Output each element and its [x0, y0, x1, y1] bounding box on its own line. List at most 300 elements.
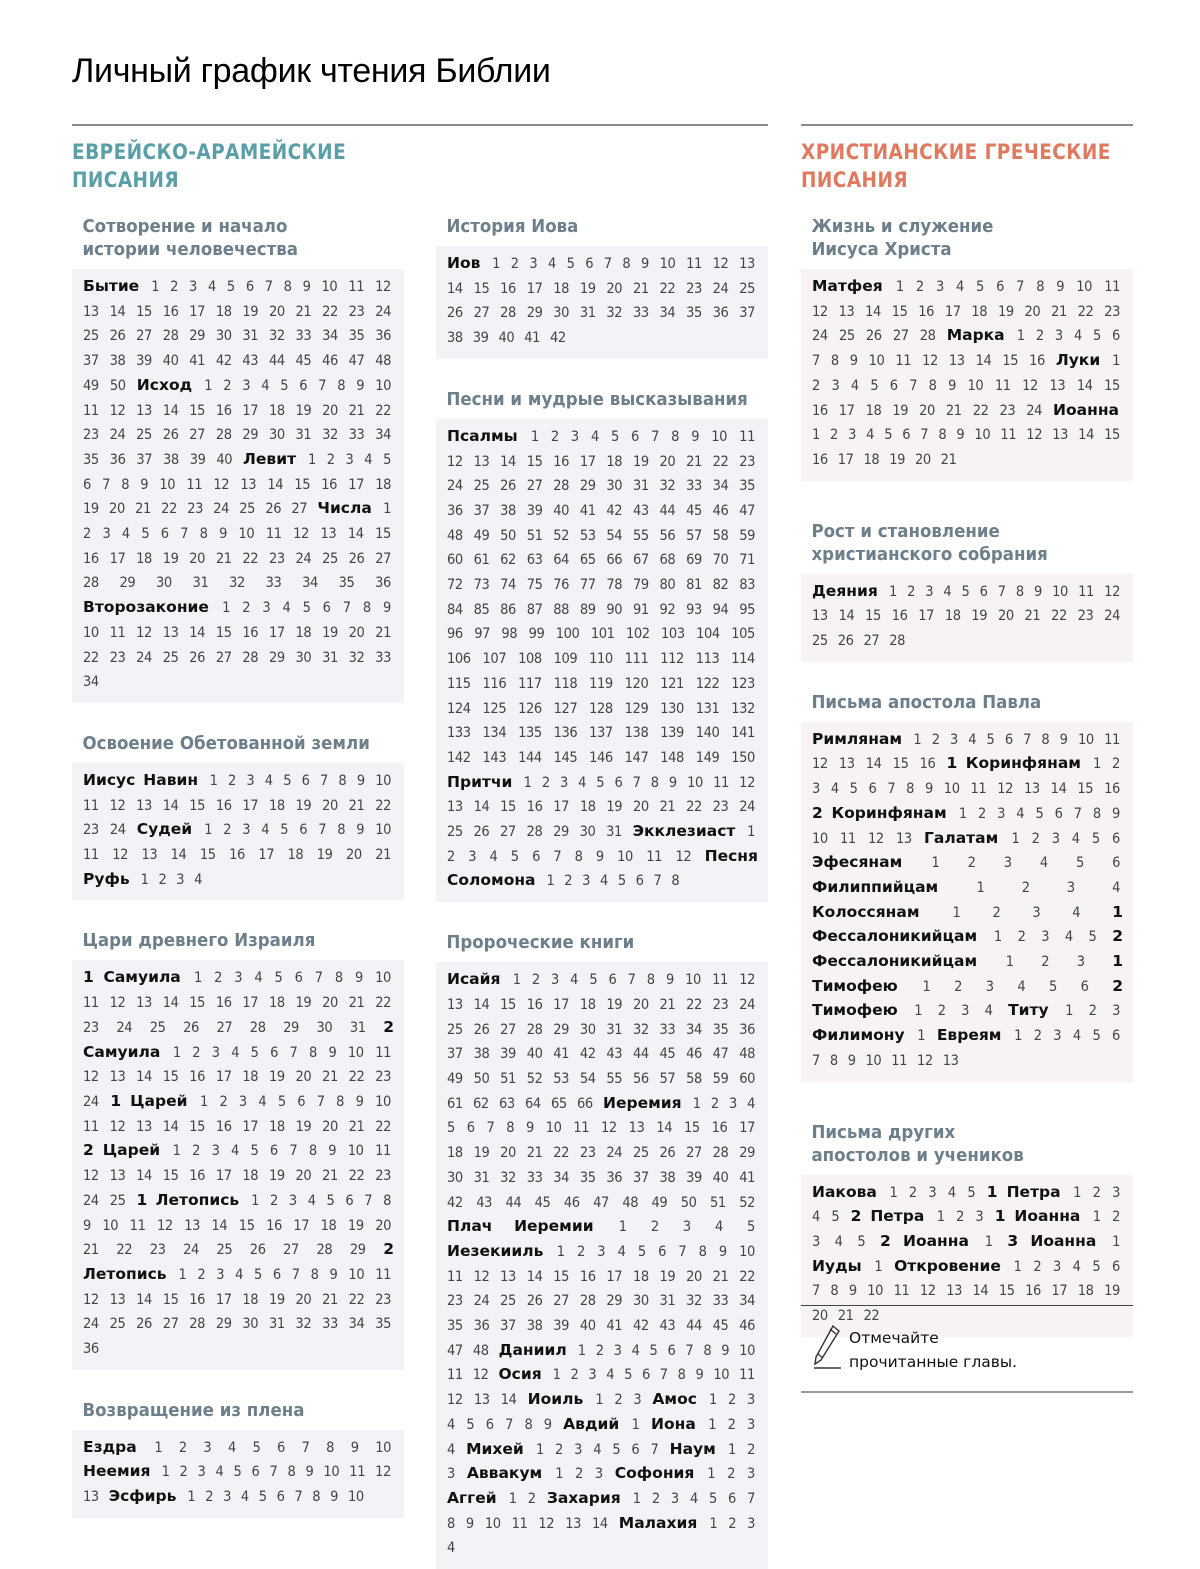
chapter-checkbox[interactable]: 6 — [1112, 830, 1120, 847]
chapter-checkbox[interactable]: 1 — [692, 1095, 701, 1112]
chapter-checkbox[interactable]: 67 — [632, 552, 649, 569]
chapter-checkbox[interactable]: 115 — [447, 675, 471, 692]
chapter-checkbox[interactable]: 5 — [250, 1044, 259, 1061]
chapter-checkbox[interactable]: 27 — [892, 328, 909, 345]
chapter-checkbox[interactable]: 23 — [375, 1069, 391, 1086]
chapter-checkbox[interactable]: 6 — [1054, 805, 1063, 822]
chapter-checkbox[interactable]: 17 — [606, 1268, 623, 1285]
chapter-checkbox[interactable]: 23 — [686, 280, 702, 297]
chapter-checkbox[interactable]: 25 — [216, 1242, 233, 1259]
chapter-checkbox[interactable]: 41 — [606, 1318, 623, 1335]
chapter-checkbox[interactable]: 52 — [526, 1070, 543, 1087]
chapter-checkbox[interactable]: 32 — [268, 328, 285, 345]
chapter-checkbox[interactable]: 19 — [606, 996, 623, 1013]
chapter-checkbox[interactable]: 12 — [1022, 377, 1038, 394]
chapter-checkbox[interactable]: 92 — [659, 601, 676, 618]
chapter-checkbox[interactable]: 5 — [302, 600, 311, 617]
chapter-checkbox[interactable]: 4 — [1039, 855, 1048, 872]
chapter-checkbox[interactable]: 6 — [245, 279, 254, 295]
chapter-checkbox[interactable]: 28 — [316, 1242, 333, 1259]
chapter-checkbox[interactable]: 25 — [739, 280, 755, 297]
chapter-checkbox[interactable]: 24 — [712, 280, 729, 297]
chapter-checkbox[interactable]: 2 — [956, 1209, 964, 1226]
chapter-checkbox[interactable]: 9 — [219, 526, 227, 543]
chapter-checkbox[interactable]: 14 — [838, 608, 855, 625]
chapter-checkbox[interactable]: 13 — [838, 303, 855, 320]
chapter-checkbox[interactable]: 3 — [1076, 954, 1085, 971]
chapter-checkbox[interactable]: 121 — [660, 675, 684, 692]
chapter-checkbox[interactable]: 6 — [658, 1243, 666, 1260]
chapter-checkbox[interactable]: 1 — [747, 824, 756, 841]
chapter-checkbox[interactable]: 136 — [553, 725, 578, 742]
chapter-checkbox[interactable]: 45 — [659, 1046, 676, 1063]
chapter-checkbox[interactable]: 36 — [83, 1341, 99, 1358]
chapter-checkbox[interactable]: 10 — [1077, 731, 1094, 748]
chapter-checkbox[interactable]: 9 — [595, 848, 604, 865]
chapter-checkbox[interactable]: 14 — [656, 1120, 673, 1137]
chapter-checkbox[interactable]: 27 — [526, 478, 543, 495]
chapter-checkbox[interactable]: 22 — [83, 649, 99, 666]
chapter-checkbox[interactable]: 6 — [160, 526, 169, 543]
chapter-checkbox[interactable]: 23 — [739, 453, 755, 470]
chapter-checkbox[interactable]: 47 — [739, 502, 755, 519]
chapter-checkbox[interactable]: 4 — [747, 1095, 756, 1112]
chapter-checkbox[interactable]: 13 — [136, 797, 152, 814]
chapter-checkbox[interactable]: 19 — [971, 608, 988, 625]
chapter-checkbox[interactable]: 15 — [375, 526, 391, 543]
chapter-checkbox[interactable]: 13 — [320, 526, 337, 543]
chapter-checkbox[interactable]: 21 — [215, 550, 232, 567]
chapter-checkbox[interactable]: 7 — [180, 526, 189, 543]
chapter-checkbox[interactable]: 6 — [631, 428, 639, 445]
chapter-checkbox[interactable]: 12 — [109, 995, 126, 1012]
chapter-checkbox[interactable]: 29 — [283, 1019, 299, 1036]
chapter-checkbox[interactable]: 8 — [312, 1489, 321, 1506]
chapter-checkbox[interactable]: 41 — [579, 502, 596, 519]
chapter-checkbox[interactable]: 4 — [489, 848, 498, 865]
chapter-checkbox[interactable]: 12 — [473, 1268, 490, 1285]
chapter-checkbox[interactable]: 11 — [129, 1217, 146, 1234]
chapter-checkbox[interactable]: 3 — [831, 377, 840, 394]
chapter-checkbox[interactable]: 40 — [216, 451, 233, 468]
chapter-checkbox[interactable]: 12 — [109, 402, 126, 419]
chapter-checkbox[interactable]: 15 — [865, 608, 881, 625]
chapter-checkbox[interactable]: 21 — [83, 1242, 99, 1259]
chapter-checkbox[interactable]: 119 — [589, 675, 613, 692]
chapter-checkbox[interactable]: 1 — [172, 1044, 181, 1061]
chapter-checkbox[interactable]: 21 — [295, 303, 312, 320]
chapter-checkbox[interactable]: 12 — [812, 303, 828, 320]
chapter-checkbox[interactable]: 14 — [972, 1283, 989, 1300]
chapter-checkbox[interactable]: 1 — [812, 427, 820, 444]
chapter-checkbox[interactable]: 40 — [579, 1318, 596, 1335]
chapter-checkbox[interactable]: 12 — [919, 1283, 936, 1300]
chapter-checkbox[interactable]: 1 — [1013, 1258, 1022, 1275]
chapter-checkbox[interactable]: 1 — [889, 1184, 898, 1201]
chapter-checkbox[interactable]: 90 — [606, 601, 623, 618]
chapter-checkbox[interactable]: 1 — [546, 873, 555, 890]
chapter-checkbox[interactable]: 11 — [1078, 583, 1094, 600]
chapter-checkbox[interactable]: 17 — [348, 476, 365, 493]
chapter-checkbox[interactable]: 10 — [347, 1044, 364, 1061]
chapter-checkbox[interactable]: 20 — [659, 453, 676, 470]
chapter-checkbox[interactable]: 13 — [136, 1118, 152, 1135]
chapter-checkbox[interactable]: 5 — [1092, 1258, 1101, 1275]
chapter-checkbox[interactable]: 26 — [162, 427, 179, 444]
chapter-checkbox[interactable]: 11 — [348, 279, 365, 295]
chapter-checkbox[interactable]: 6 — [631, 1441, 640, 1458]
chapter-checkbox[interactable]: 69 — [686, 552, 702, 569]
chapter-checkbox[interactable]: 12 — [447, 453, 463, 470]
chapter-checkbox[interactable]: 11 — [375, 1044, 392, 1061]
chapter-checkbox[interactable]: 3 — [1032, 904, 1041, 921]
chapter-checkbox[interactable]: 17 — [242, 995, 259, 1012]
chapter-checkbox[interactable]: 16 — [526, 799, 543, 816]
chapter-checkbox[interactable]: 7 — [486, 1120, 495, 1137]
chapter-checkbox[interactable]: 15 — [199, 847, 216, 864]
chapter-checkbox[interactable]: 13 — [946, 1283, 962, 1300]
chapter-checkbox[interactable]: 97 — [474, 626, 490, 643]
chapter-checkbox[interactable]: 8 — [928, 377, 937, 394]
chapter-checkbox[interactable]: 20 — [914, 451, 931, 468]
chapter-checkbox[interactable]: 18 — [375, 476, 392, 493]
chapter-checkbox[interactable]: 15 — [891, 303, 908, 320]
chapter-checkbox[interactable]: 18 — [579, 996, 596, 1013]
chapter-checkbox[interactable]: 26 — [473, 1021, 490, 1038]
chapter-checkbox[interactable]: 21 — [348, 797, 365, 814]
chapter-checkbox[interactable]: 16 — [1104, 781, 1120, 798]
chapter-checkbox[interactable]: 17 — [526, 280, 543, 297]
chapter-checkbox[interactable]: 26 — [109, 328, 126, 345]
chapter-checkbox[interactable]: 2 — [728, 1515, 737, 1532]
chapter-checkbox[interactable]: 25 — [447, 824, 463, 841]
chapter-checkbox[interactable]: 9 — [83, 1217, 91, 1234]
chapter-checkbox[interactable]: 19 — [295, 402, 312, 419]
chapter-checkbox[interactable]: 13 — [838, 756, 855, 773]
chapter-checkbox[interactable]: 57 — [659, 1070, 676, 1087]
chapter-checkbox[interactable]: 6 — [614, 774, 623, 791]
chapter-checkbox[interactable]: 50 — [500, 527, 516, 544]
chapter-checkbox[interactable]: 2 — [1112, 756, 1120, 773]
chapter-checkbox[interactable]: 9 — [848, 1283, 857, 1300]
chapter-checkbox[interactable]: 6 — [299, 377, 308, 394]
chapter-checkbox[interactable]: 1 — [1073, 1184, 1082, 1201]
chapter-checkbox[interactable]: 5 — [611, 428, 619, 445]
chapter-checkbox[interactable]: 17 — [1051, 1283, 1068, 1300]
chapter-checkbox[interactable]: 7 — [685, 1342, 694, 1359]
chapter-checkbox[interactable]: 28 — [919, 328, 936, 345]
chapter-checkbox[interactable]: 10 — [375, 377, 391, 394]
chapter-checkbox[interactable]: 5 — [1035, 805, 1044, 822]
chapter-checkbox[interactable]: 16 — [321, 476, 338, 493]
chapter-checkbox[interactable]: 7 — [997, 583, 1006, 600]
chapter-checkbox[interactable]: 2 — [550, 428, 559, 445]
chapter-checkbox[interactable]: 1 — [222, 600, 231, 617]
chapter-checkbox[interactable]: 1 — [874, 1258, 883, 1275]
chapter-checkbox[interactable]: 130 — [660, 700, 684, 717]
chapter-checkbox[interactable]: 1 — [889, 583, 897, 600]
chapter-checkbox[interactable]: 77 — [579, 577, 596, 594]
chapter-checkbox[interactable]: 150 — [731, 749, 755, 766]
chapter-checkbox[interactable]: 15 — [162, 1291, 179, 1308]
chapter-checkbox[interactable]: 46 — [686, 1046, 702, 1063]
chapter-checkbox[interactable]: 125 — [482, 700, 507, 717]
chapter-checkbox[interactable]: 114 — [731, 651, 755, 668]
chapter-checkbox[interactable]: 34 — [322, 328, 338, 345]
chapter-checkbox[interactable]: 2 — [158, 871, 167, 888]
chapter-checkbox[interactable]: 11 — [1000, 427, 1017, 444]
chapter-checkbox[interactable]: 45 — [712, 1318, 729, 1335]
chapter-checkbox[interactable]: 48 — [375, 353, 391, 370]
chapter-checkbox[interactable]: 26 — [249, 1242, 266, 1259]
chapter-checkbox[interactable]: 4 — [1064, 929, 1073, 946]
chapter-checkbox[interactable]: 40 — [162, 353, 179, 370]
chapter-checkbox[interactable]: 3 — [848, 427, 856, 444]
chapter-checkbox[interactable]: 24 — [739, 996, 755, 1013]
chapter-checkbox[interactable]: 9 — [948, 377, 956, 394]
chapter-checkbox[interactable]: 99 — [528, 626, 545, 643]
chapter-checkbox[interactable]: 4 — [258, 1093, 267, 1110]
chapter-checkbox[interactable]: 7 — [294, 1489, 303, 1506]
chapter-checkbox[interactable]: 31 — [322, 649, 338, 666]
chapter-checkbox[interactable]: 3 — [1003, 855, 1012, 872]
chapter-checkbox[interactable]: 1 — [508, 1490, 517, 1507]
chapter-checkbox[interactable]: 3 — [189, 279, 197, 295]
chapter-checkbox[interactable]: 8 — [677, 1367, 686, 1384]
chapter-checkbox[interactable]: 34 — [375, 427, 391, 444]
chapter-checkbox[interactable]: 30 — [215, 328, 232, 345]
chapter-checkbox[interactable]: 17 — [918, 608, 935, 625]
chapter-checkbox[interactable]: 3 — [928, 1184, 937, 1201]
chapter-checkbox[interactable]: 19 — [632, 453, 649, 470]
chapter-checkbox[interactable]: 36 — [473, 1318, 490, 1335]
chapter-checkbox[interactable]: 4 — [570, 972, 579, 989]
chapter-checkbox[interactable]: 1 — [728, 1441, 736, 1458]
chapter-checkbox[interactable]: 1 — [618, 1219, 627, 1236]
chapter-checkbox[interactable]: 59 — [712, 1070, 729, 1087]
chapter-checkbox[interactable]: 7 — [314, 970, 323, 987]
chapter-checkbox[interactable]: 1 — [913, 731, 922, 748]
chapter-checkbox[interactable]: 1 — [512, 972, 521, 989]
chapter-checkbox[interactable]: 41 — [524, 330, 540, 347]
chapter-checkbox[interactable]: 9 — [1056, 279, 1065, 295]
chapter-checkbox[interactable]: 8 — [308, 1143, 317, 1160]
chapter-checkbox[interactable]: 15 — [189, 797, 206, 814]
chapter-checkbox[interactable]: 2 — [954, 978, 962, 995]
chapter-checkbox[interactable]: 2 — [710, 1095, 719, 1112]
chapter-checkbox[interactable]: 27 — [375, 550, 391, 567]
chapter-checkbox[interactable]: 75 — [526, 577, 543, 594]
chapter-checkbox[interactable]: 3 — [925, 583, 934, 600]
chapter-checkbox[interactable]: 2 — [830, 427, 838, 444]
chapter-checkbox[interactable]: 17 — [215, 1069, 232, 1086]
chapter-checkbox[interactable]: 21 — [322, 1291, 338, 1308]
chapter-checkbox[interactable]: 32 — [659, 478, 676, 495]
chapter-checkbox[interactable]: 26 — [348, 550, 365, 567]
chapter-checkbox[interactable]: 2 — [1021, 879, 1030, 896]
chapter-checkbox[interactable]: 71 — [739, 552, 755, 569]
chapter-checkbox[interactable]: 1 — [552, 1367, 561, 1384]
chapter-checkbox[interactable]: 8 — [906, 781, 915, 798]
chapter-checkbox[interactable]: 5 — [617, 873, 626, 890]
chapter-checkbox[interactable]: 11 — [375, 1143, 391, 1160]
chapter-checkbox[interactable]: 3 — [551, 972, 559, 989]
chapter-checkbox[interactable]: 8 — [1041, 731, 1050, 748]
chapter-checkbox[interactable]: 23 — [447, 1293, 463, 1310]
chapter-checkbox[interactable]: 2 — [1088, 1003, 1097, 1020]
chapter-checkbox[interactable]: 31 — [579, 305, 596, 322]
chapter-checkbox[interactable]: 11 — [994, 377, 1011, 394]
chapter-checkbox[interactable]: 19 — [659, 1268, 676, 1285]
chapter-checkbox[interactable]: 16 — [711, 1120, 728, 1137]
chapter-checkbox[interactable]: 11 — [970, 781, 987, 798]
chapter-checkbox[interactable]: 135 — [518, 725, 542, 742]
chapter-checkbox[interactable]: 39 — [686, 1169, 702, 1186]
chapter-checkbox[interactable]: 84 — [447, 601, 463, 618]
chapter-checkbox[interactable]: 19 — [242, 303, 259, 320]
chapter-checkbox[interactable]: 11 — [713, 774, 729, 791]
chapter-checkbox[interactable]: 29 — [349, 1242, 366, 1259]
chapter-checkbox[interactable]: 105 — [731, 626, 755, 643]
chapter-checkbox[interactable]: 12 — [922, 353, 938, 370]
chapter-checkbox[interactable]: 24 — [447, 478, 463, 495]
chapter-checkbox[interactable]: 14 — [865, 303, 881, 320]
chapter-checkbox[interactable]: 7 — [264, 279, 273, 295]
chapter-checkbox[interactable]: 4 — [631, 1342, 640, 1359]
chapter-checkbox[interactable]: 7 — [1073, 805, 1082, 822]
chapter-checkbox[interactable]: 25 — [149, 1019, 166, 1036]
chapter-checkbox[interactable]: 15 — [1104, 427, 1120, 444]
chapter-checkbox[interactable]: 141 — [731, 725, 755, 742]
chapter-checkbox[interactable]: 5 — [637, 1243, 646, 1260]
chapter-checkbox[interactable]: 22 — [712, 453, 729, 470]
chapter-checkbox[interactable]: 62 — [500, 552, 516, 569]
chapter-checkbox[interactable]: 1 — [161, 1464, 170, 1481]
chapter-checkbox[interactable]: 22 — [1051, 608, 1067, 625]
chapter-checkbox[interactable]: 16 — [918, 303, 935, 320]
chapter-checkbox[interactable]: 12 — [83, 1291, 99, 1308]
chapter-checkbox[interactable]: 11 — [1104, 731, 1120, 748]
chapter-checkbox[interactable]: 7 — [650, 1441, 659, 1458]
chapter-checkbox[interactable]: 11 — [895, 353, 912, 370]
chapter-checkbox[interactable]: 124 — [447, 700, 471, 717]
chapter-checkbox[interactable]: 24 — [83, 1093, 99, 1110]
chapter-checkbox[interactable]: 4 — [947, 1184, 956, 1201]
chapter-checkbox[interactable]: 5 — [612, 1441, 621, 1458]
chapter-checkbox[interactable]: 14 — [162, 402, 179, 419]
chapter-checkbox[interactable]: 83 — [739, 577, 755, 594]
chapter-checkbox[interactable]: 23 — [375, 1291, 391, 1308]
chapter-checkbox[interactable]: 4 — [231, 1143, 239, 1160]
chapter-checkbox[interactable]: 7 — [364, 1192, 373, 1209]
chapter-checkbox[interactable]: 46 — [563, 1194, 580, 1211]
chapter-checkbox[interactable]: 1 — [709, 1515, 718, 1532]
chapter-checkbox[interactable]: 6 — [276, 1489, 285, 1506]
chapter-checkbox[interactable]: 13 — [447, 996, 463, 1013]
chapter-checkbox[interactable]: 39 — [472, 330, 489, 347]
chapter-checkbox[interactable]: 1 — [914, 1003, 923, 1020]
chapter-checkbox[interactable]: 9 — [1034, 583, 1042, 600]
chapter-checkbox[interactable]: 14 — [170, 847, 187, 864]
chapter-checkbox[interactable]: 19 — [997, 303, 1014, 320]
chapter-checkbox[interactable]: 31 — [606, 1021, 623, 1038]
chapter-checkbox[interactable]: 30 — [579, 824, 596, 841]
chapter-checkbox[interactable]: 2 — [1033, 1258, 1042, 1275]
chapter-checkbox[interactable]: 19 — [606, 799, 623, 816]
chapter-checkbox[interactable]: 6 — [294, 970, 303, 987]
chapter-checkbox[interactable]: 5 — [857, 1233, 866, 1250]
chapter-checkbox[interactable]: 4 — [714, 1219, 723, 1236]
chapter-checkbox[interactable]: 11 — [840, 830, 856, 847]
chapter-checkbox[interactable]: 38 — [473, 1046, 490, 1063]
chapter-checkbox[interactable]: 8 — [337, 377, 346, 394]
chapter-checkbox[interactable]: 33 — [712, 1293, 729, 1310]
chapter-checkbox[interactable]: 23 — [375, 1168, 391, 1185]
chapter-checkbox[interactable]: 10 — [812, 830, 828, 847]
chapter-checkbox[interactable]: 98 — [501, 626, 518, 643]
chapter-checkbox[interactable]: 3 — [1066, 879, 1075, 896]
chapter-checkbox[interactable]: 5 — [961, 583, 970, 600]
chapter-checkbox[interactable]: 3 — [1112, 1184, 1121, 1201]
chapter-checkbox[interactable]: 23 — [712, 996, 729, 1013]
chapter-checkbox[interactable]: 117 — [518, 675, 542, 692]
chapter-checkbox[interactable]: 1 — [952, 904, 961, 921]
chapter-checkbox[interactable]: 15 — [998, 1283, 1015, 1300]
chapter-checkbox[interactable]: 12 — [136, 624, 152, 641]
chapter-checkbox[interactable]: 22 — [242, 550, 259, 567]
chapter-checkbox[interactable]: 11 — [739, 1367, 755, 1384]
chapter-checkbox[interactable]: 17 — [838, 402, 855, 419]
chapter-checkbox[interactable]: 19 — [579, 280, 596, 297]
chapter-checkbox[interactable]: 8 — [310, 1266, 319, 1283]
chapter-checkbox[interactable]: 4 — [599, 873, 608, 890]
chapter-checkbox[interactable]: 4 — [617, 1243, 626, 1260]
chapter-checkbox[interactable]: 36 — [712, 305, 729, 322]
chapter-checkbox[interactable]: 10 — [943, 781, 960, 798]
chapter-checkbox[interactable]: 4 — [261, 822, 270, 839]
chapter-checkbox[interactable]: 18 — [971, 303, 988, 320]
chapter-checkbox[interactable]: 52 — [553, 527, 570, 544]
chapter-checkbox[interactable]: 3 — [1053, 1028, 1062, 1045]
chapter-checkbox[interactable]: 82 — [712, 577, 729, 594]
chapter-checkbox[interactable]: 2 — [564, 873, 573, 890]
chapter-checkbox[interactable]: 1 — [154, 1439, 163, 1456]
chapter-checkbox[interactable]: 5 — [254, 1266, 262, 1283]
chapter-checkbox[interactable]: 7 — [1016, 279, 1025, 295]
chapter-checkbox[interactable]: 2 — [1112, 1209, 1121, 1226]
chapter-checkbox[interactable]: 11 — [83, 402, 99, 419]
chapter-checkbox[interactable]: 34 — [686, 1021, 702, 1038]
chapter-checkbox[interactable]: 38 — [109, 353, 126, 370]
chapter-checkbox[interactable]: 34 — [348, 1316, 365, 1333]
chapter-checkbox[interactable]: 56 — [632, 1070, 649, 1087]
chapter-checkbox[interactable]: 11 — [646, 848, 663, 865]
chapter-checkbox[interactable]: 16 — [266, 1217, 282, 1234]
chapter-checkbox[interactable]: 56 — [659, 527, 676, 544]
chapter-checkbox[interactable]: 102 — [625, 626, 650, 643]
chapter-checkbox[interactable]: 14 — [267, 476, 284, 493]
chapter-checkbox[interactable]: 64 — [525, 1095, 541, 1112]
chapter-checkbox[interactable]: 7 — [1023, 731, 1032, 748]
chapter-checkbox[interactable]: 3 — [176, 871, 185, 888]
chapter-checkbox[interactable]: 37 — [136, 451, 153, 468]
chapter-checkbox[interactable]: 6 — [889, 377, 898, 394]
chapter-checkbox[interactable]: 143 — [482, 749, 507, 766]
chapter-checkbox[interactable]: 4 — [447, 1540, 455, 1557]
chapter-checkbox[interactable]: 19 — [295, 1118, 312, 1135]
chapter-checkbox[interactable]: 18 — [215, 303, 232, 320]
chapter-checkbox[interactable]: 1 — [187, 1489, 196, 1506]
